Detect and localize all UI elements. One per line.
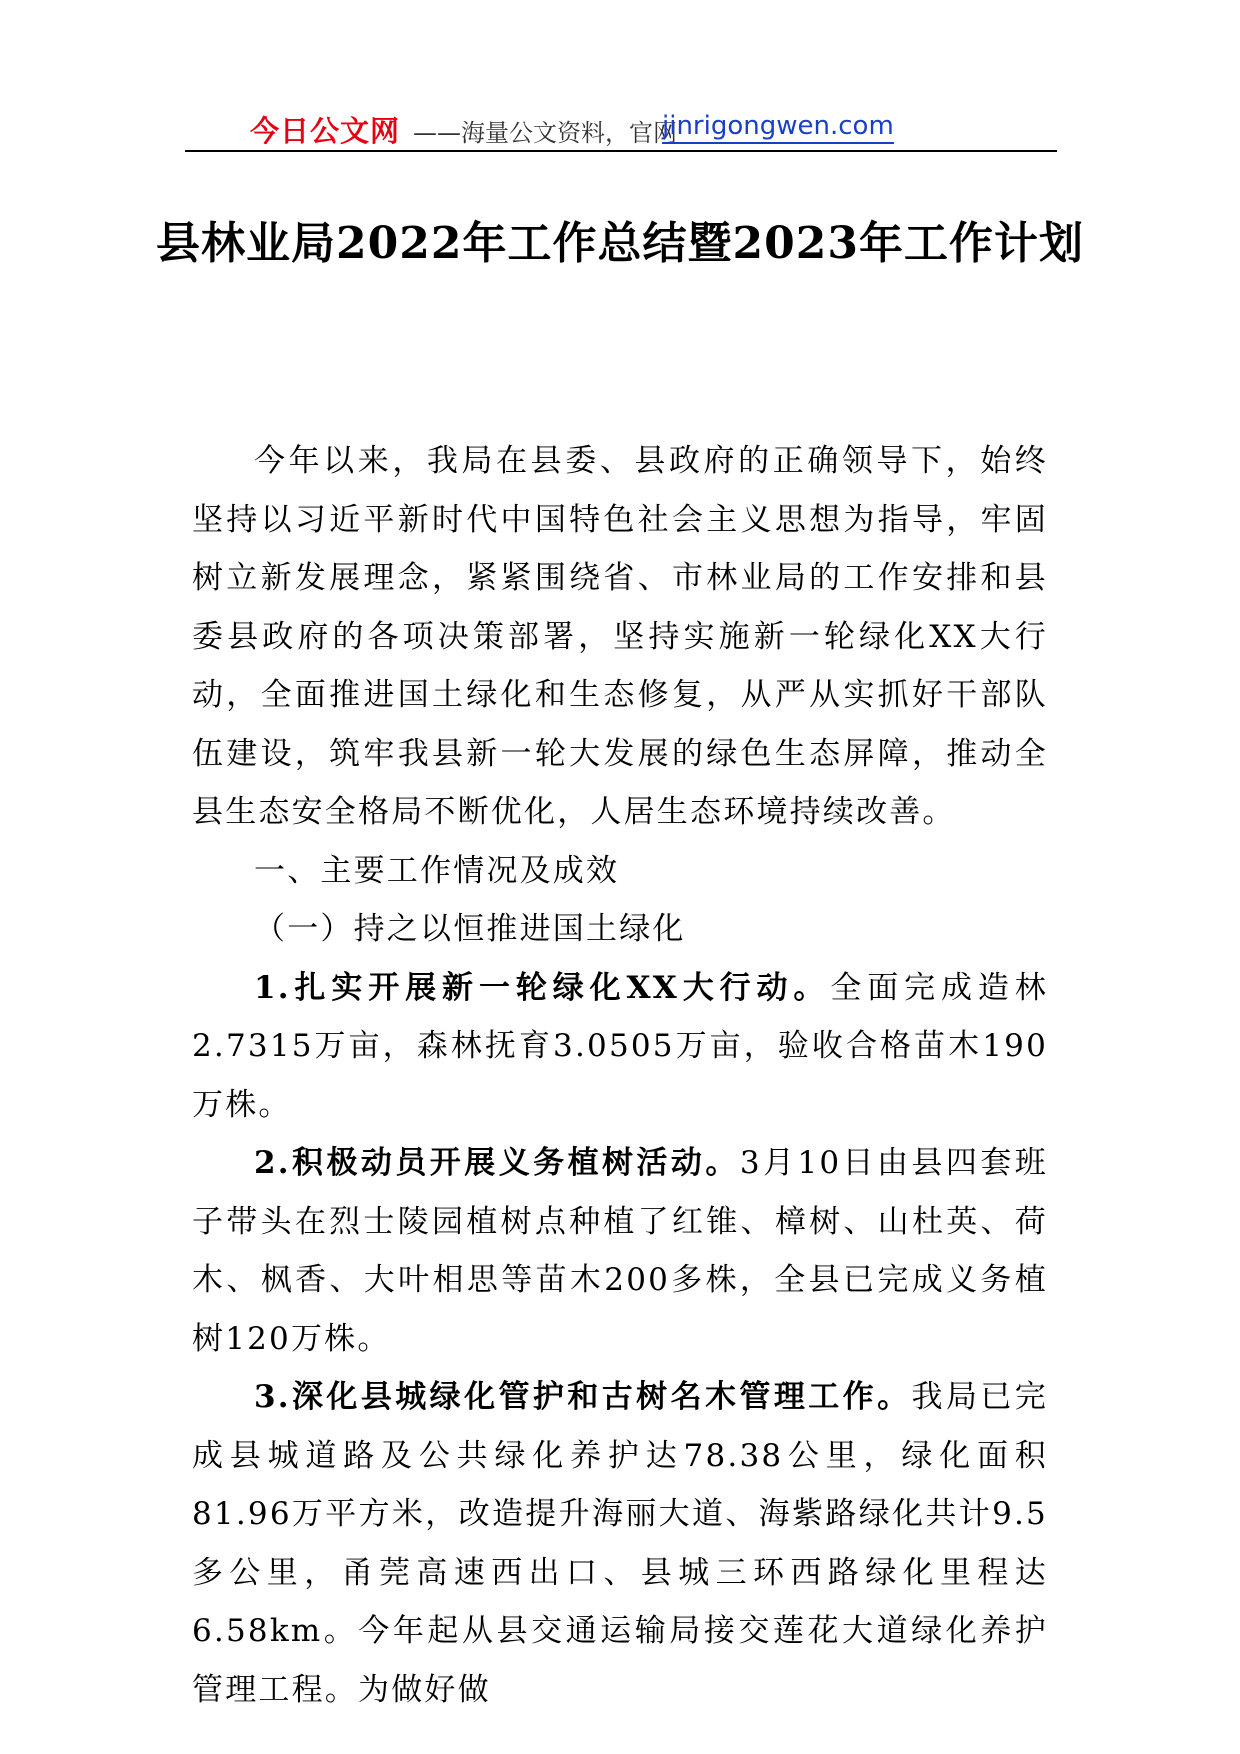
list-item — [192, 959, 1048, 1135]
header-divider — [185, 150, 1057, 152]
site-url-link[interactable]: jinrigongwen.com — [662, 111, 894, 144]
item-lead: 1.扎实开展新一轮绿化XX大行动。 — [254, 969, 831, 1006]
intro-paragraph: 今年以来，我局在县委、县政府的正确领导下，始终坚持以习近平新时代中国特色社会主义思想为指导，牢固树立新发展理念，紧紧围绕省、市林业局的工作安排和县委县政府的各项决策部署，坚持实施新一轮绿化XX大行动，全面推进国土绿化和生态修复，从严从实抓好干部队伍建设，筑牢我县新一轮大发展的绿色生态屏障，推动全县生态安全格局不断优化，人居生态环境持续改善。 — [192, 443, 1048, 830]
section-heading: 一、主要工作情况及成效 — [254, 852, 620, 889]
subsection-heading: （一）持之以恒推进国土绿化 — [254, 911, 686, 947]
site-header — [187, 106, 1057, 150]
item-text: 全面完成造林2.7315万亩，森林抚育3.0505万亩，验收合格苗木190万株。 — [192, 969, 1048, 1123]
list-item — [192, 1368, 1048, 1719]
item-text: 3月10日由县四套班子带头在烈士陵园植树点种植了红锥、樟树、山杜英、荷木、枫香、大叶相思等苗木200多株，全县已完成义务植树120万株。 — [192, 1145, 1048, 1357]
item-lead: 2.积极动员开展义务植树活动。 — [254, 1145, 740, 1181]
item-text: 我局已完成县城道路及公共绿化养护达78.38公里，绿化面积81.96万平方米，改造提升海丽大道、海紫路绿化共计9.5多公里，甬莞高速西出口、县城三环西路绿化里程达6.58km。今年起从县交通运输局接交莲花大道绿化养护管理工程。为做好做 — [192, 1379, 1048, 1708]
item-lead: 3.深化县城绿化管护和古树名木管理工作。 — [254, 1379, 912, 1415]
document-title: 县林业局2022年工作总结暨2023年工作计划 — [156, 218, 1084, 269]
site-brand[interactable]: 今日公文网 — [250, 114, 401, 148]
document-body — [192, 432, 1048, 1719]
list-item — [192, 1134, 1048, 1368]
site-tagline: ——海量公文资料，官网 — [413, 119, 677, 147]
